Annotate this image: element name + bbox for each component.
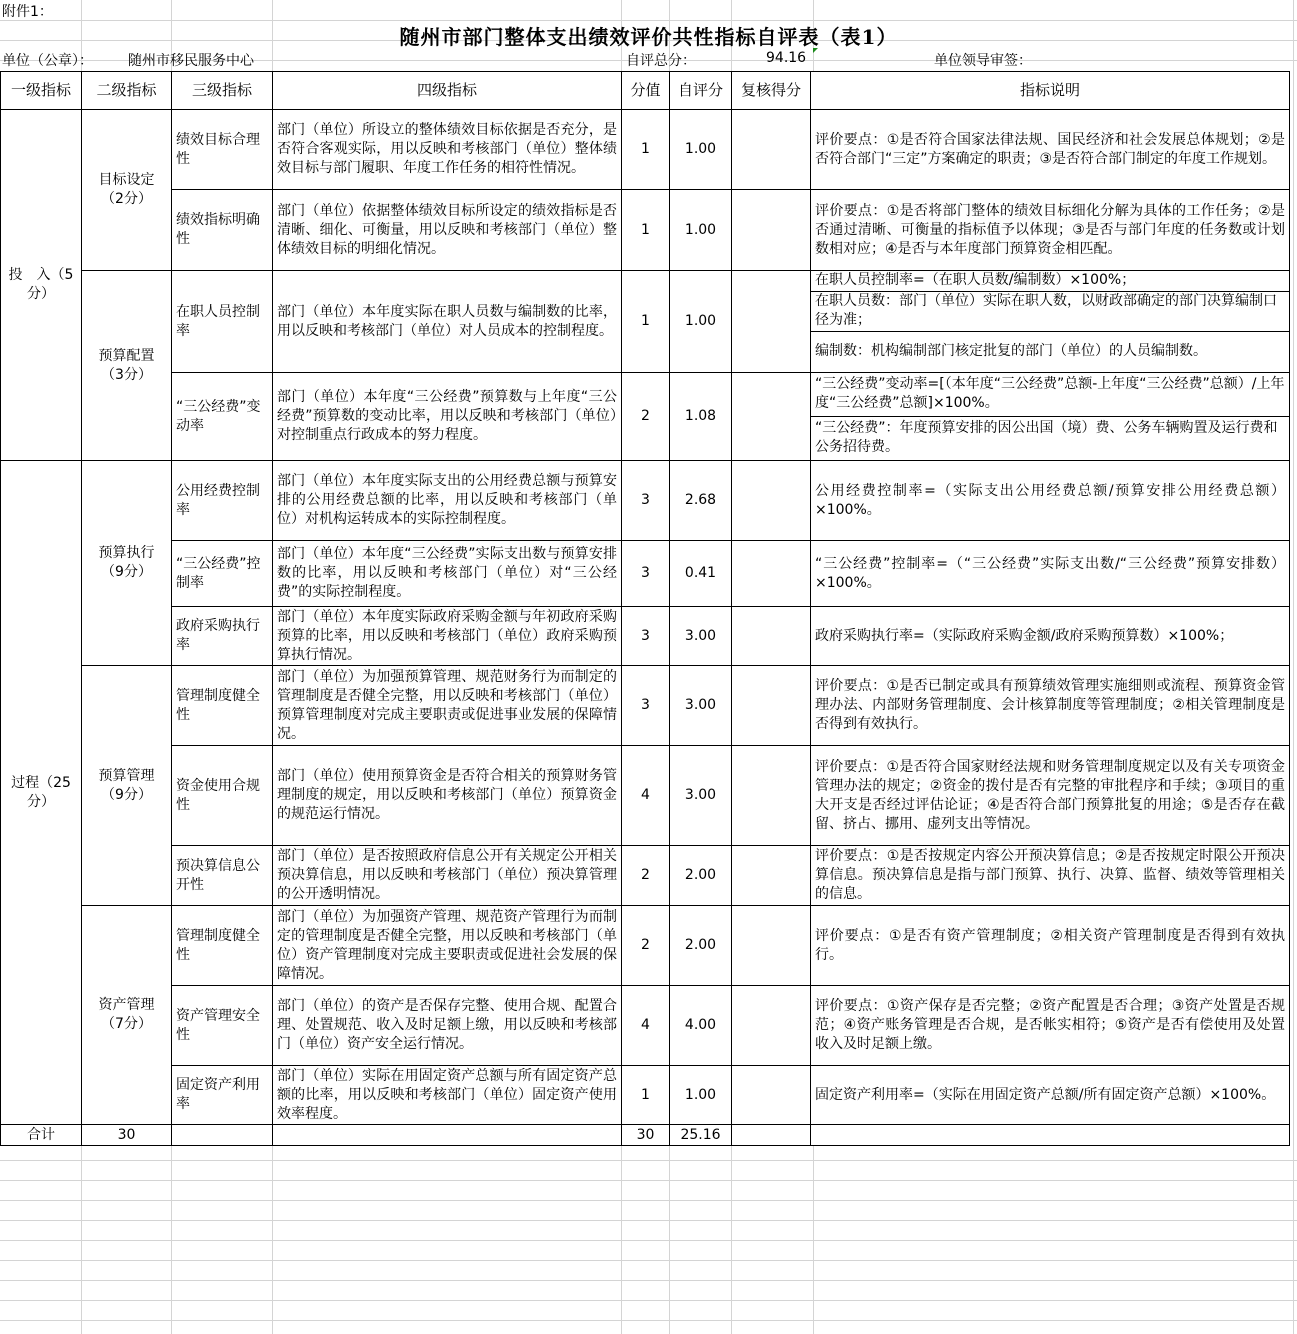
- description-cell: 评价要点：①是否有资产管理制度；②相关资产管理制度是否得到有效执行。: [811, 906, 1290, 986]
- description-cell: 公用经费控制率=（实际支出公用经费总额/预算安排公用经费总额）×100%。: [811, 461, 1290, 541]
- self-score-cell: 0.41: [670, 541, 732, 607]
- review-score-cell: [732, 373, 811, 461]
- header-level3: 三级指标: [172, 72, 273, 110]
- review-score-cell: [732, 110, 811, 190]
- description-line: “三公经费”：年度预算安排的因公出国（境）费、公务车辆购置及运行费和公务招待费。: [815, 420, 1278, 456]
- table-row: [1, 986, 1290, 1066]
- score-cell: 1: [622, 1066, 670, 1125]
- self-score-cell: 1.08: [670, 373, 732, 461]
- level4-cell: 部门（单位）所设立的整体绩效目标依据是否充分，是否符合客观实际，用以反映和考核部门（单位）整体绩效目标与部门履职、年度工作任务的相符性情况。: [273, 110, 622, 190]
- description-line: “三公经费”变动率=[（本年度“三公经费”总额-上年度“三公经费”总额）/上年度“三公经费”总额]×100%。: [811, 373, 1289, 416]
- level3-cell: 固定资产利用率: [172, 1066, 273, 1125]
- level2-cell: 预算执行（9分）: [82, 461, 172, 666]
- total-empty-l3: [172, 1125, 273, 1146]
- review-score-cell: [732, 607, 811, 666]
- total-score: 30: [622, 1125, 670, 1146]
- header-score: 分值: [622, 72, 670, 110]
- description-cell: 评价要点：①是否已制定或具有预算绩效管理实施细则或流程、预算资金管理办法、内部财务管理制度、会计核算制度等管理制度；②相关管理制度是否得到有效执行。: [811, 666, 1290, 746]
- level4-cell: 部门（单位）为加强预算管理、规范财务行为而制定的管理制度是否健全完整，用以反映和考核部门（单位）预算管理制度对完成主要职责或促进事业发展的保障情况。: [273, 666, 622, 746]
- level3-cell: 管理制度健全性: [172, 906, 273, 986]
- table-row: [1, 541, 1290, 607]
- description-cell: 评价要点：①是否符合国家财经法规和财务管理制度规定以及有关专项资金管理办法的规定；②资金的拨付是否有完整的审批程序和手续；③项目的重大开支是否经过评估论证；④是否符合部门预算批复的用途；⑤是否存在截留、挤占、挪用、虚列支出等情况。: [811, 746, 1290, 846]
- description-line: 编制数：机构编制部门核定批复的部门（单位）的人员编制数。: [815, 343, 1207, 360]
- level4-cell: 部门（单位）使用预算资金是否符合相关的预算财务管理制度的规定，用以反映和考核部门（单位）预算资金的规范运行情况。: [273, 746, 622, 846]
- description-cell: “三公经费”控制率=（“三公经费”实际支出数/“三公经费”预算安排数）×100%。: [811, 541, 1290, 607]
- header-review-score: 复核得分: [732, 72, 811, 110]
- score-cell: 1: [622, 190, 670, 271]
- table-row: [1, 666, 1290, 746]
- level3-cell: “三公经费”变动率: [172, 373, 273, 461]
- score-cell: 2: [622, 906, 670, 986]
- self-score-cell: 3.00: [670, 666, 732, 746]
- total-review: [732, 1125, 811, 1146]
- review-score-cell: [732, 271, 811, 373]
- level3-cell: “三公经费”控制率: [172, 541, 273, 607]
- self-score-cell: 2.00: [670, 846, 732, 906]
- total-self-score: 25.16: [670, 1125, 732, 1146]
- review-score-cell: [732, 986, 811, 1066]
- table-row: [1, 110, 1290, 190]
- header-row: [1, 72, 1290, 110]
- self-score-cell: 2.68: [670, 461, 732, 541]
- self-score-cell: 1.00: [670, 190, 732, 271]
- table-row: [1, 607, 1290, 666]
- level4-cell: 部门（单位）本年度实际支出的公用经费总额与预算安排的公用经费总额的比率，用以反映和考核部门（单位）对机构运转成本的实际控制程度。: [273, 461, 622, 541]
- score-cell: 4: [622, 986, 670, 1066]
- table-row: [1, 190, 1290, 271]
- self-score-cell: 3.00: [670, 607, 732, 666]
- level1-cell: 过程（25分）: [1, 461, 82, 1125]
- level3-cell: 在职人员控制率: [172, 271, 273, 373]
- total-label: 合计: [1, 1125, 82, 1146]
- review-score-cell: [732, 541, 811, 607]
- description-cell: [811, 373, 1290, 461]
- level4-cell: 部门（单位）实际在用固定资产总额与所有固定资产总额的比率，用以反映和考核部门（单位）固定资产使用效率程度。: [273, 1066, 622, 1125]
- level4-cell: 部门（单位）本年度“三公经费”预算数与上年度“三公经费”预算数的变动比率，用以反映和考核部门（单位）对控制重点行政成本的努力程度。: [273, 373, 622, 461]
- level2-cell: 预算管理（9分）: [82, 666, 172, 906]
- attachment-label: 附件1：: [2, 4, 53, 20]
- level3-cell: 资金使用合规性: [172, 746, 273, 846]
- level4-cell: 部门（单位）为加强资产管理、规范资产管理行为而制定的管理制度是否健全完整，用以反映和考核部门（单位）资产管理制度对完成主要职责或促进社会发展的保障情况。: [273, 906, 622, 986]
- leader-review-label: 单位领导审签：: [934, 53, 1032, 69]
- total-level2: 30: [82, 1125, 172, 1146]
- header-description: 指标说明: [811, 72, 1290, 110]
- unit-name: 随州市移民服务中心: [128, 53, 254, 69]
- score-cell: 1: [622, 271, 670, 373]
- review-score-cell: [732, 461, 811, 541]
- level3-cell: 公用经费控制率: [172, 461, 273, 541]
- level2-cell: 预算配置（3分）: [82, 271, 172, 461]
- level3-cell: 资产管理安全性: [172, 986, 273, 1066]
- level2-cell: 资产管理（7分）: [82, 906, 172, 1125]
- total-empty-l4: [273, 1125, 622, 1146]
- score-cell: 2: [622, 846, 670, 906]
- table-row: [1, 906, 1290, 986]
- header-level1: 一级指标: [1, 72, 82, 110]
- header-self-score: 自评分: [670, 72, 732, 110]
- total-score-label: 自评总分：: [626, 53, 696, 69]
- total-score-value: 94.16: [766, 50, 807, 66]
- description-cell: 政府采购执行率=（实际政府采购金额/政府采购预算数）×100%；: [811, 607, 1290, 666]
- score-cell: 3: [622, 607, 670, 666]
- description-cell: 固定资产利用率=（实际在用固定资产总额/所有固定资产总额）×100%。: [811, 1066, 1290, 1125]
- table-row: [1, 846, 1290, 906]
- level4-cell: 部门（单位）本年度“三公经费”实际支出数与预算安排数的比率，用以反映和考核部门（单位）对“三公经费”的实际控制程度。: [273, 541, 622, 607]
- level1-cell: 投 入（5分）: [1, 110, 82, 461]
- table-row: [1, 461, 1290, 541]
- review-score-cell: [732, 666, 811, 746]
- total-row: [1, 1125, 1290, 1146]
- table-row: [1, 373, 1290, 461]
- level4-cell: 部门（单位）本年度实际在职人员数与编制数的比率，用以反映和考核部门（单位）对人员成本的控制程度。: [273, 271, 622, 373]
- review-score-cell: [732, 1066, 811, 1125]
- level3-cell: 绩效指标明确性: [172, 190, 273, 271]
- description-cell: 评价要点：①资产保存是否完整；②资产配置是否合理；③资产处置是否规范；④资产账务管理是否合规，是否帐实相符；⑤资产是否有偿使用及处置收入及时足额上缴。: [811, 986, 1290, 1066]
- unit-label: 单位（公章）：: [2, 53, 93, 69]
- level3-cell: 政府采购执行率: [172, 607, 273, 666]
- review-score-cell: [732, 906, 811, 986]
- score-cell: 3: [622, 461, 670, 541]
- level4-cell: 部门（单位）的资产是否保存完整、使用合规、配置合理、处置规范、收入及时足额上缴，用以反映和考核部门（单位）资产安全运行情况。: [273, 986, 622, 1066]
- level4-cell: 部门（单位）本年度实际政府采购金额与年初政府采购预算的比率，用以反映和考核部门（单位）政府采购预算执行情况。: [273, 607, 622, 666]
- level3-cell: 管理制度健全性: [172, 666, 273, 746]
- self-score-cell: 4.00: [670, 986, 732, 1066]
- level4-cell: 部门（单位）依据整体绩效目标所设定的绩效指标是否清晰、细化、可衡量，用以反映和考核部门（单位）整体绩效目标的明细化情况。: [273, 190, 622, 271]
- description-cell: 评价要点：①是否按规定内容公开预决算信息；②是否按规定时限公开预决算信息。预决算信息是指与部门预算、执行、决算、监督、绩效等管理相关的信息。: [811, 846, 1290, 906]
- score-cell: 4: [622, 746, 670, 846]
- header-level4: 四级指标: [273, 72, 622, 110]
- total-description: [811, 1125, 1290, 1146]
- page-title: 随州市部门整体支出绩效评价共性指标自评表（表1）: [399, 25, 898, 49]
- description-line: 在职人员数：部门（单位）实际在职人数，以财政部确定的部门决算编制口径为准；: [811, 291, 1289, 331]
- self-score-cell: 1.00: [670, 1066, 732, 1125]
- header-level2: 二级指标: [82, 72, 172, 110]
- score-cell: 3: [622, 666, 670, 746]
- level4-cell: 部门（单位）是否按照政府信息公开有关规定公开相关预决算信息，用以反映和考核部门（单位）预决算管理的公开透明情况。: [273, 846, 622, 906]
- table-row: [1, 271, 1290, 373]
- self-score-cell: 1.00: [670, 110, 732, 190]
- self-score-cell: 2.00: [670, 906, 732, 986]
- score-cell: 1: [622, 110, 670, 190]
- description-cell: [811, 271, 1290, 373]
- score-cell: 2: [622, 373, 670, 461]
- score-cell: 3: [622, 541, 670, 607]
- level3-cell: 预决算信息公开性: [172, 846, 273, 906]
- review-score-cell: [732, 846, 811, 906]
- level2-cell: 目标设定（2分）: [82, 110, 172, 271]
- evaluation-table: [0, 71, 1290, 1146]
- table-row: [1, 746, 1290, 846]
- self-score-cell: 3.00: [670, 746, 732, 846]
- description-line: 在职人员控制率=（在职人员数/编制数）×100%；: [811, 271, 1289, 291]
- review-score-cell: [732, 190, 811, 271]
- cell-comment-marker: [813, 48, 818, 53]
- description-cell: 评价要点：①是否符合国家法律法规、国民经济和社会发展总体规划；②是否符合部门“三定”方案确定的职责；③是否符合部门制定的年度工作规划。: [811, 110, 1290, 190]
- description-cell: 评价要点：①是否将部门整体的绩效目标细化分解为具体的工作任务；②是否通过清晰、可衡量的指标值予以体现；③是否与部门年度的任务数或计划数相对应；④是否与本年度部门预算资金相匹配。: [811, 190, 1290, 271]
- self-score-cell: 1.00: [670, 271, 732, 373]
- table-row: [1, 1066, 1290, 1125]
- review-score-cell: [732, 746, 811, 846]
- level3-cell: 绩效目标合理性: [172, 110, 273, 190]
